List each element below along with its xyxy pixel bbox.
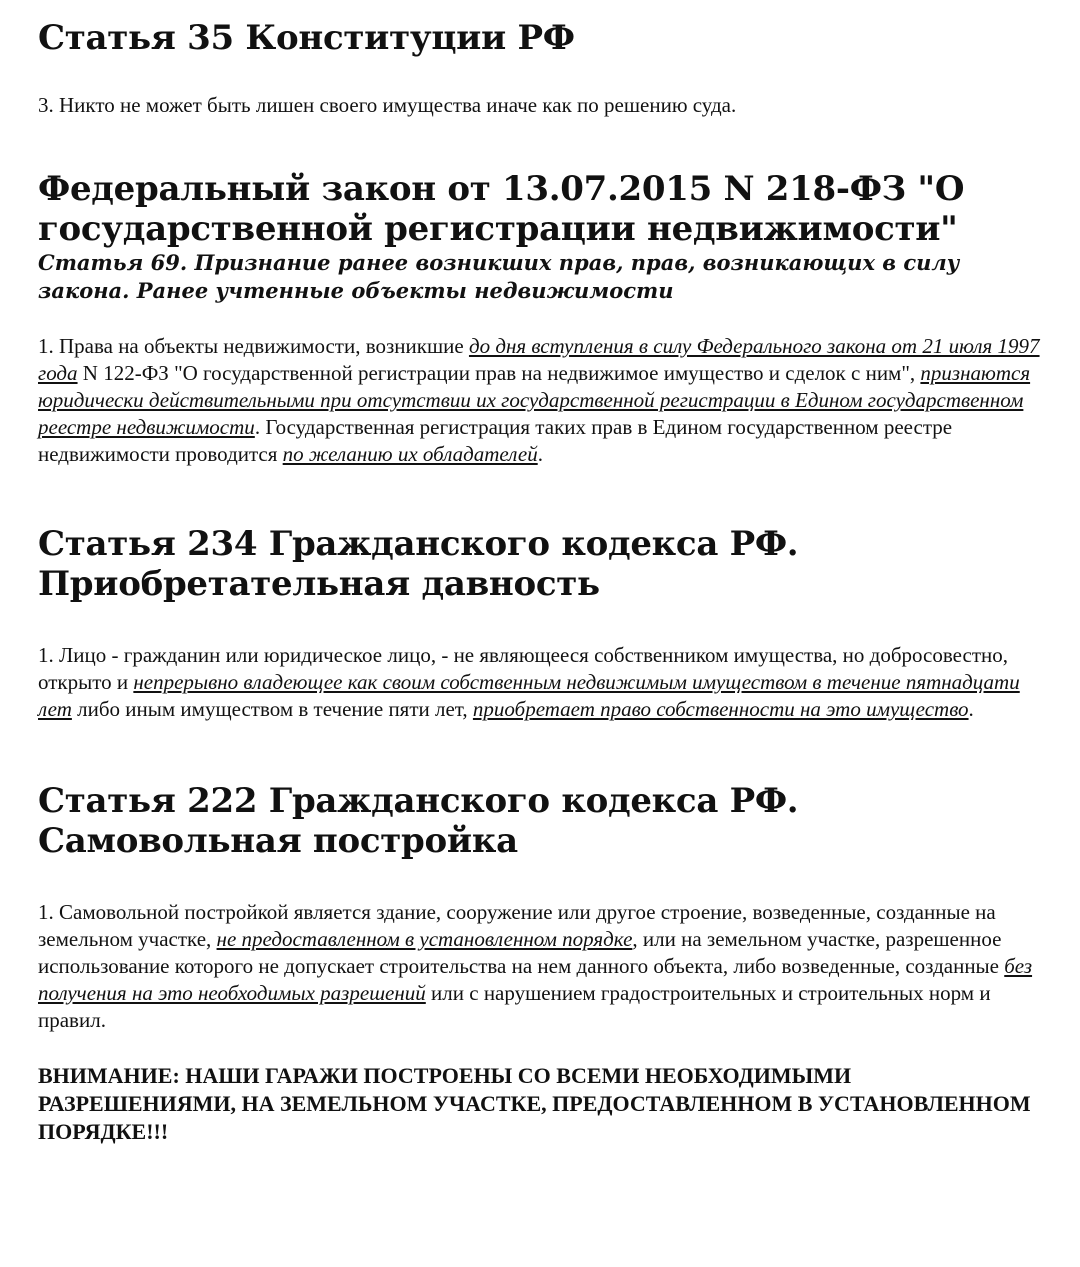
- underlined-fragment: непрерывно владеющее как своим собственным недвижимым имуществом в течение пятнадцати лет: [38, 670, 1020, 721]
- heading-article-35: Статья 35 Конституции РФ: [38, 18, 575, 58]
- text-fragment: 1. Лицо - гражданин или юридическое лицо, - не являющееся собственником имущества, но добросовестно, открыто и: [38, 643, 1008, 694]
- text-fragment: N 122-ФЗ "О государственной регистрации прав на недвижимое имущество и сделок с ним",: [77, 361, 921, 385]
- text-fragment: , или на земельном участке, разрешенное использование которого не допускает строительства на нем данного объекта, либо возведенные, созданные: [38, 927, 1005, 978]
- underlined-fragment: не предоставленном в установленном порядке: [216, 927, 633, 951]
- warning-notice: ВНИМАНИЕ: НАШИ ГАРАЖИ ПОСТРОЕНЫ СО ВСЕМИ НЕОБХОДИМЫМИ РАЗРЕШЕНИЯМИ, НА ЗЕМЕЛЬНОМ УЧАСТКЕ, ПРЕДОСТАВЛЕННОМ В УСТАНОВЛЕННОМ ПОРЯДКЕ!!!: [38, 1063, 1031, 1144]
- text-fragment: или с нарушением градостроительных и строительных норм и правил.: [38, 981, 991, 1032]
- text-fragment: .: [968, 697, 974, 721]
- article-69-title: Статья 69. Признание ранее возникших прав, прав, возникающих в силу закона. Ранее учтенные объекты недвижимости: [38, 250, 960, 303]
- article-222-text: [38, 899, 1040, 1034]
- underlined-fragment: приобретает право собственности на это имущество: [472, 697, 969, 721]
- underlined-fragment: признаются юридически действительными при отсутствии их государственной регистрации в Едином государственном реестре недвижимости: [38, 361, 1031, 439]
- underlined-fragment: по желанию их обладателей: [282, 442, 538, 466]
- article-69-text: [38, 333, 1040, 468]
- text-fragment: 1. Самовольной постройкой является здание, сооружение или другое строение, возведенные, созданные на земельном участке,: [38, 900, 996, 951]
- text-fragment: либо иным имуществом в течение пяти лет,: [71, 697, 473, 721]
- underlined-fragment: без получения на это необходимых разрешений: [38, 954, 1033, 1005]
- underlined-fragment: до дня вступления в силу Федерального закона от 21 июля 1997 года: [38, 334, 1040, 385]
- article-234-text: [38, 642, 1040, 723]
- article-35-text: 3. Никто не может быть лишен своего имущества иначе как по решению суда.: [38, 93, 737, 117]
- text-fragment: .: [537, 442, 543, 466]
- text-fragment: 1. Права на объекты недвижимости, возникшие: [38, 334, 469, 358]
- text-fragment: . Государственная регистрация таких прав в Едином государственном реестре недвижимости проводится: [38, 415, 953, 466]
- heading-article-222: Статья 222 Гражданского кодекса РФ. Самовольная постройка: [38, 781, 799, 861]
- heading-federal-law: Федеральный закон от 13.07.2015 N 218-ФЗ "О государственной регистрации недвижимости": [38, 169, 965, 249]
- heading-article-234: Статья 234 Гражданского кодекса РФ. Приобретательная давность: [38, 524, 799, 604]
